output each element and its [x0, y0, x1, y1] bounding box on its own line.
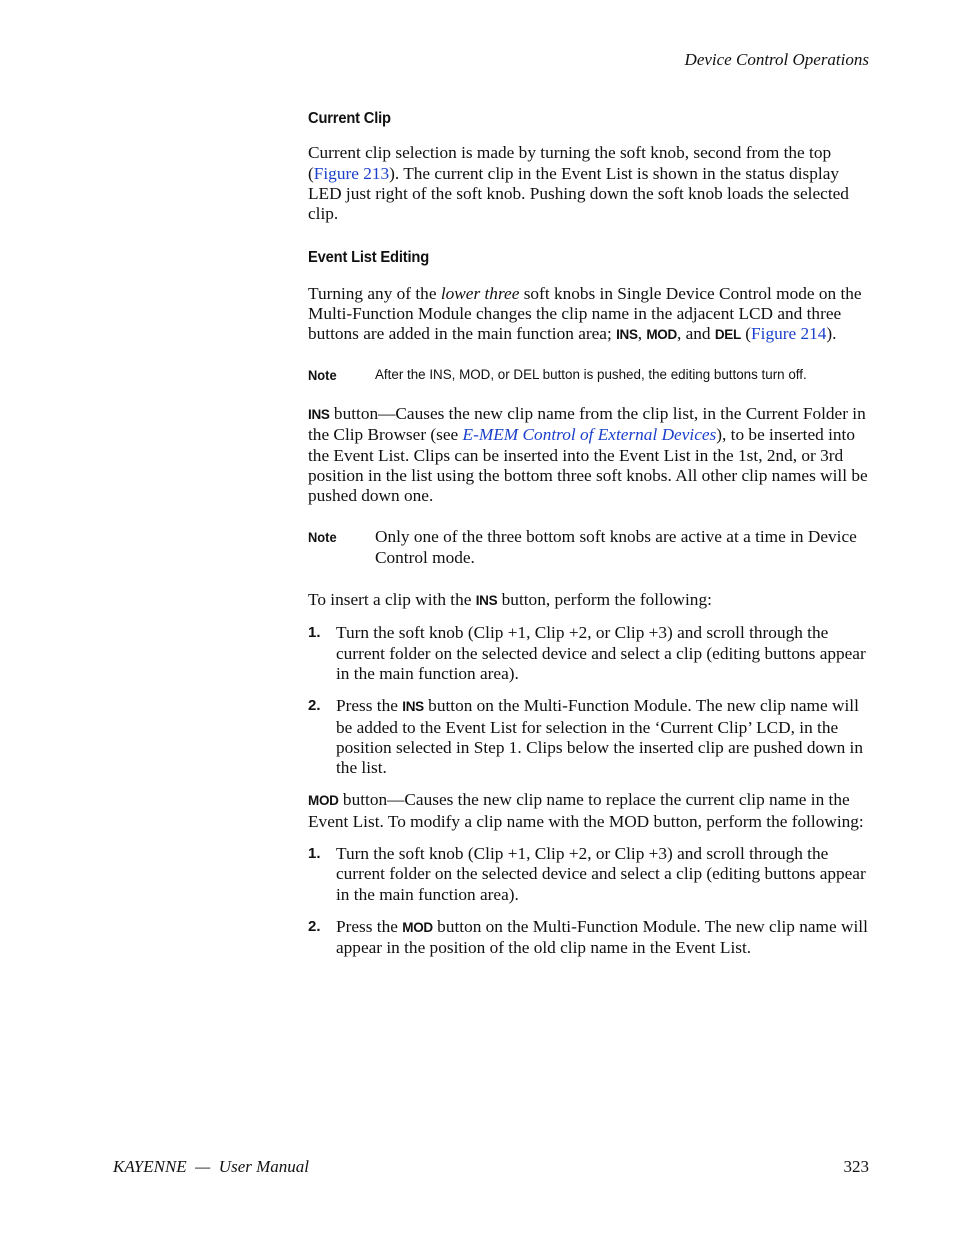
page-body: [308, 105, 870, 959]
running-header: Device Control Operations: [684, 50, 869, 69]
step-text: Turn the soft knob (Clip +1, Clip +2, or Clip +3) and scroll through the current folder on the selected device and select a clip (editing buttons appear in the main function area).: [336, 844, 866, 904]
mod-keyword: MOD: [646, 327, 677, 343]
heading-current-clip: Current Clip: [308, 110, 391, 127]
mod-keyword: MOD: [402, 919, 433, 935]
step-number: 2.: [308, 697, 321, 715]
footer-manual-title: KAYENNE — User Manual: [113, 1157, 309, 1176]
step-text: Press the MOD button on the Multi-Function Module. The new clip name will appear in the position of the old clip name in the Event List.: [336, 916, 868, 958]
step-number: 1.: [308, 624, 321, 642]
note-label: Note: [308, 529, 337, 546]
mod-button-paragraph: MOD button—Causes the new clip name to replace the current clip name in the Event List. To modify a clip name with the MOD button, perform the following:: [308, 790, 864, 831]
step-text: Turn the soft knob (Clip +1, Clip +2, or Clip +3) and scroll through the current folder on the selected device and select a clip (editing buttons appear in the main function area).: [336, 623, 866, 683]
step-text: Press the INS button on the Multi-Function Module. The new clip name will be added to the Event List for selection in the ‘Current Clip’ LCD, in the position selected in Step 1. Clips below the inserted clip are pushed down in the list.: [336, 696, 863, 778]
heading-event-list-editing: Event List Editing: [308, 249, 430, 267]
emem-control-link[interactable]: E-MEM Control of External Devices: [462, 425, 717, 445]
figure-214-link[interactable]: Figure 214: [751, 324, 827, 344]
list-item: [308, 623, 870, 684]
figure-213-link[interactable]: Figure 213: [313, 163, 390, 183]
ins-keyword: INS: [475, 593, 498, 609]
list-item: [308, 696, 870, 778]
note-editing-buttons: [308, 365, 870, 385]
note-soft-knobs: [308, 527, 870, 568]
note-text: Only one of the three bottom soft knobs are active at a time in Device Control mode.: [375, 527, 857, 567]
note-text: After the INS, MOD, or DEL button is pushed, the editing buttons turn off.: [375, 366, 807, 382]
event-list-paragraph: Turning any of the lower three soft knobs in Single Device Control mode on the Multi-Function Module changes the clip name in the adjacent LCD and three buttons are added in the main function area; INS, MOD, and DEL (Figure 214).: [308, 283, 862, 344]
page-number: 323: [843, 1157, 869, 1176]
ins-steps-list: [308, 623, 870, 778]
step-number: 1.: [308, 845, 321, 863]
insert-intro-paragraph: To insert a clip with the INS button, perform the following:: [308, 590, 712, 610]
current-clip-paragraph: Current clip selection is made by turning the soft knob, second from the top (Figure 213). The current clip in the Event List is shown in the status display LED just right of the soft knob. Pushing down the soft knob loads the selected clip.: [308, 143, 849, 224]
ins-keyword: INS: [308, 406, 330, 422]
ins-button-paragraph: INS button—Causes the new clip name from the clip list, in the Current Folder in the Clip Browser (see E-MEM Control of External Devices), to be inserted into the Event List. Clips can be inserted into the Event List in the 1st, 2nd, or 3rd position in the list using the bottom three soft knobs. All other clip names will be pushed down one.: [308, 403, 868, 506]
list-item: [308, 844, 870, 905]
list-item: [308, 917, 870, 959]
step-number: 2.: [308, 917, 321, 935]
mod-steps-list: [308, 844, 870, 958]
ins-keyword: INS: [402, 699, 424, 715]
mod-keyword: MOD: [308, 793, 339, 809]
note-label: Note: [308, 366, 337, 383]
del-keyword: DEL: [714, 327, 741, 343]
ins-keyword: INS: [616, 327, 638, 343]
